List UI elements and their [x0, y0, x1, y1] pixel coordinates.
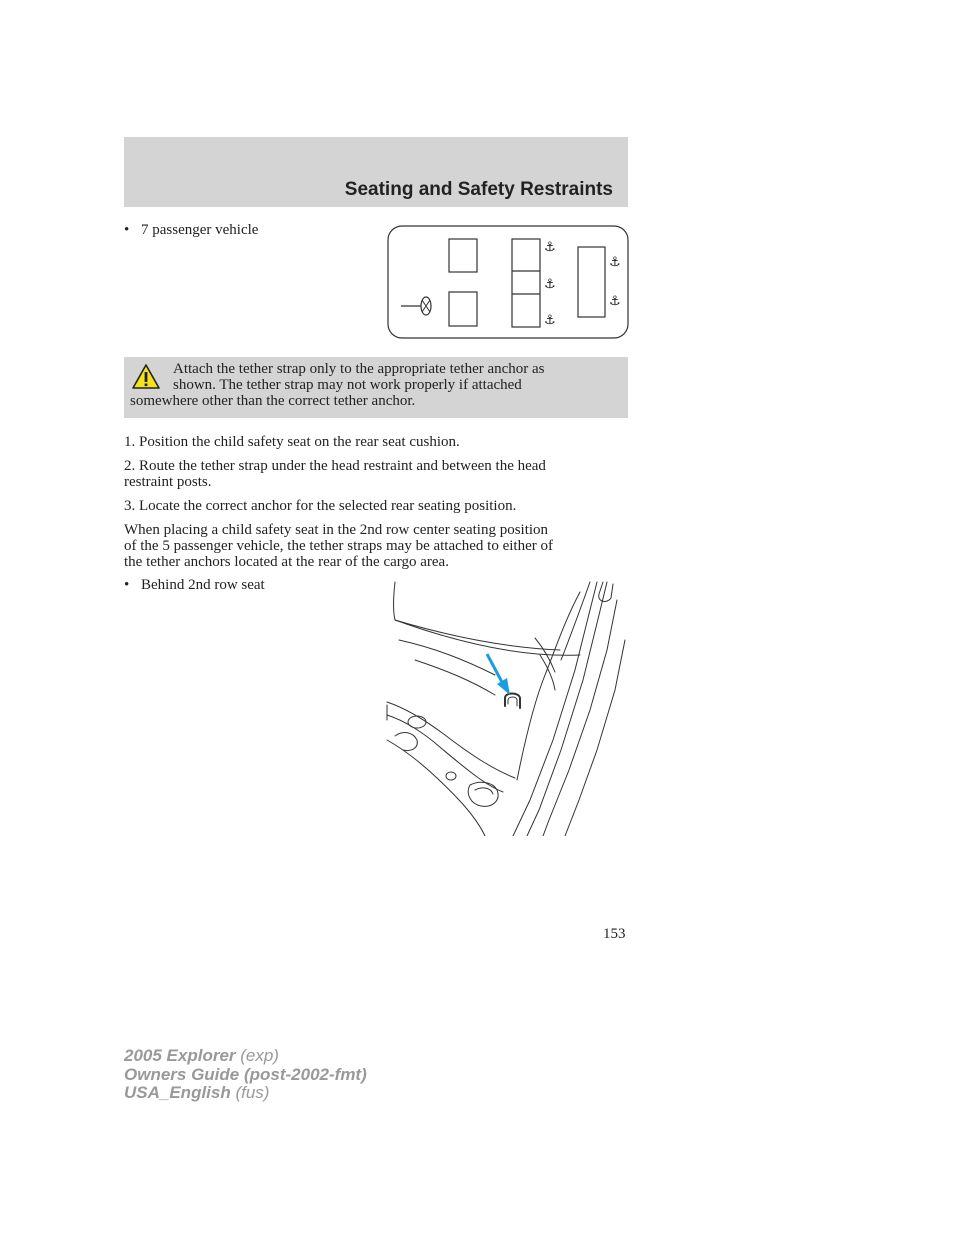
warning-box: [124, 357, 628, 418]
footer-line-2: [124, 1066, 367, 1085]
footer-model: 2005 Explorer: [124, 1046, 236, 1065]
page-number: 153: [603, 926, 626, 942]
paragraph-line: of the 5 passenger vehicle, the tether straps may be attached to either of: [124, 538, 553, 554]
document-footer: [124, 1047, 367, 1103]
paragraph-line: When placing a child safety seat in the 2nd row center seating position: [124, 522, 549, 538]
driver-seat: [449, 292, 477, 326]
seating-diagram-7-passenger: [387, 225, 629, 340]
anchor-icon: ⚓: [609, 255, 621, 270]
anchor-icon: ⚓: [544, 313, 556, 328]
anchor-icon: ⚓: [544, 277, 556, 292]
step-2: [124, 458, 628, 490]
tether-paragraph: [124, 522, 634, 570]
third-row-seat: [578, 247, 605, 317]
step-text: 2. Route the tether strap under the head restraint and between the head: [124, 458, 546, 474]
step-text: restraint posts.: [124, 474, 212, 490]
step-1: [124, 434, 628, 450]
paragraph-line: the tether anchors located at the rear of the cargo area.: [124, 554, 449, 570]
front-passenger-seat: [449, 239, 477, 272]
step-text: 1. Position the child safety seat on the rear seat cushion.: [124, 434, 460, 450]
bullet-behind-2nd-row: • Behind 2nd row seat: [141, 577, 265, 593]
second-row-seat: [512, 239, 540, 327]
warning-line: shown. The tether strap may not work properly if attached: [173, 377, 522, 393]
warning-text: [130, 361, 620, 409]
footer-guide: Owners Guide (post-2002-fmt): [124, 1064, 367, 1084]
footer-line-3: [124, 1084, 367, 1103]
footer-language-code: (fus): [230, 1083, 270, 1102]
step-3: [124, 498, 628, 514]
warning-line: Attach the tether strap only to the appropriate tether anchor as: [173, 361, 545, 377]
footer-line-1: [124, 1047, 367, 1066]
warning-line: somewhere other than the correct tether anchor.: [130, 393, 416, 409]
section-header: [124, 137, 628, 207]
step-text: 3. Locate the correct anchor for the selected rear seating position.: [124, 498, 517, 514]
arrow-icon: [487, 654, 510, 695]
footer-language: USA_English: [124, 1083, 231, 1102]
bullet-7-passenger: • 7 passenger vehicle: [141, 222, 258, 238]
cargo-anchor-illustration: [385, 580, 629, 836]
section-title: Seating and Safety Restraints: [344, 179, 613, 200]
anchor-icon: ⚓: [544, 240, 556, 255]
anchor-icon: ⚓: [609, 294, 621, 309]
footer-model-code: (exp): [235, 1046, 279, 1065]
